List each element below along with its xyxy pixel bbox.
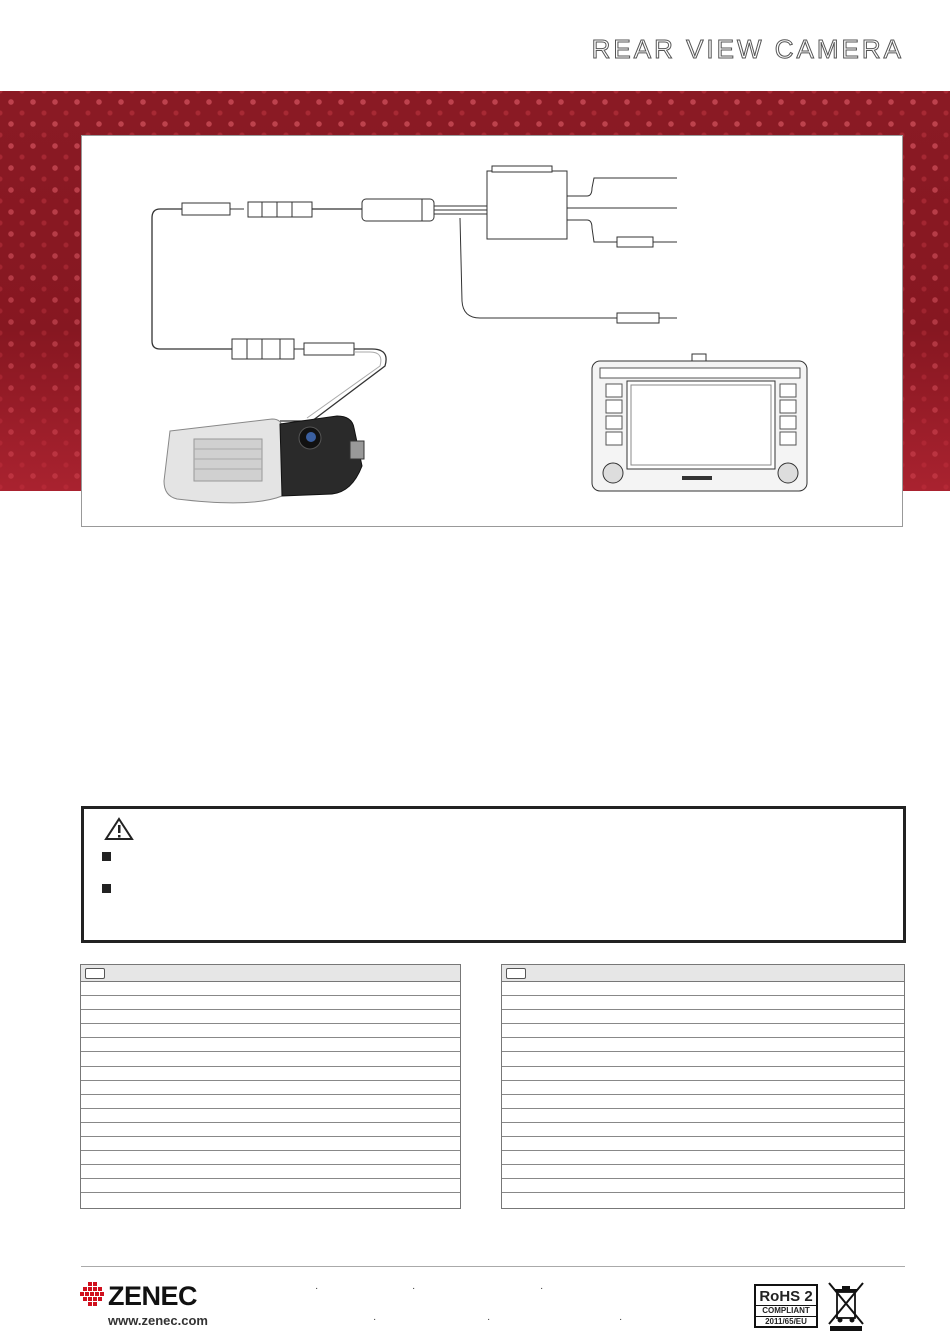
table-row [81,996,460,1010]
warning-bullet-1 [102,852,111,861]
wiring-diagram [81,135,903,527]
weee-bin-icon [826,1280,866,1332]
separator-dot: · [540,1283,544,1294]
rohs-directive: 2011/65/EU [765,1317,807,1326]
table-row [81,1052,460,1066]
table-row [502,1165,904,1179]
table-row [81,1081,460,1095]
table-row [502,1179,904,1193]
website-link[interactable]: www.zenec.com [108,1313,208,1328]
table-row [502,1052,904,1066]
flag-icon [506,968,526,979]
table-row [502,996,904,1010]
rohs-title: RoHS 2 [759,1288,813,1305]
rohs-compliant: COMPLIANT [756,1305,816,1317]
table-right [501,964,905,1209]
table-row [502,1081,904,1095]
warning-bullet-2 [102,884,111,893]
table-row [502,1095,904,1109]
table-header [502,965,904,982]
table-row [81,1109,460,1123]
table-row [502,1193,904,1207]
table-row [502,982,904,996]
table-row [502,1109,904,1123]
table-row [81,1123,460,1137]
separator-dot: · [619,1314,623,1325]
table-row [81,1151,460,1165]
table-row [502,1137,904,1151]
table-row [81,1038,460,1052]
table-row [502,1067,904,1081]
separator-dot: · [487,1314,491,1325]
table-row [502,1123,904,1137]
table-row [81,1010,460,1024]
separator-dot: · [412,1283,416,1294]
table-row [81,982,460,996]
table-header [81,965,460,982]
table-row [81,1179,460,1193]
separator-dot: · [373,1314,377,1325]
table-row [81,1193,460,1207]
table-row [81,1165,460,1179]
table-row [502,1151,904,1165]
brand-name: ZENEC [108,1281,198,1311]
table-row [502,1010,904,1024]
page-title: REAR VIEW CAMERA [591,34,904,64]
wiring-illustration [82,136,904,528]
warning-triangle-icon [104,817,134,841]
table-row [81,1067,460,1081]
table-left [80,964,461,1209]
table-row [502,1038,904,1052]
flag-icon [85,968,105,979]
table-row [81,1137,460,1151]
table-row [502,1024,904,1038]
rohs-badge [754,1284,818,1328]
footer-divider [81,1266,905,1267]
table-row [81,1024,460,1038]
warning-box [81,806,906,943]
separator-dot: · [315,1283,319,1294]
table-row [81,1095,460,1109]
